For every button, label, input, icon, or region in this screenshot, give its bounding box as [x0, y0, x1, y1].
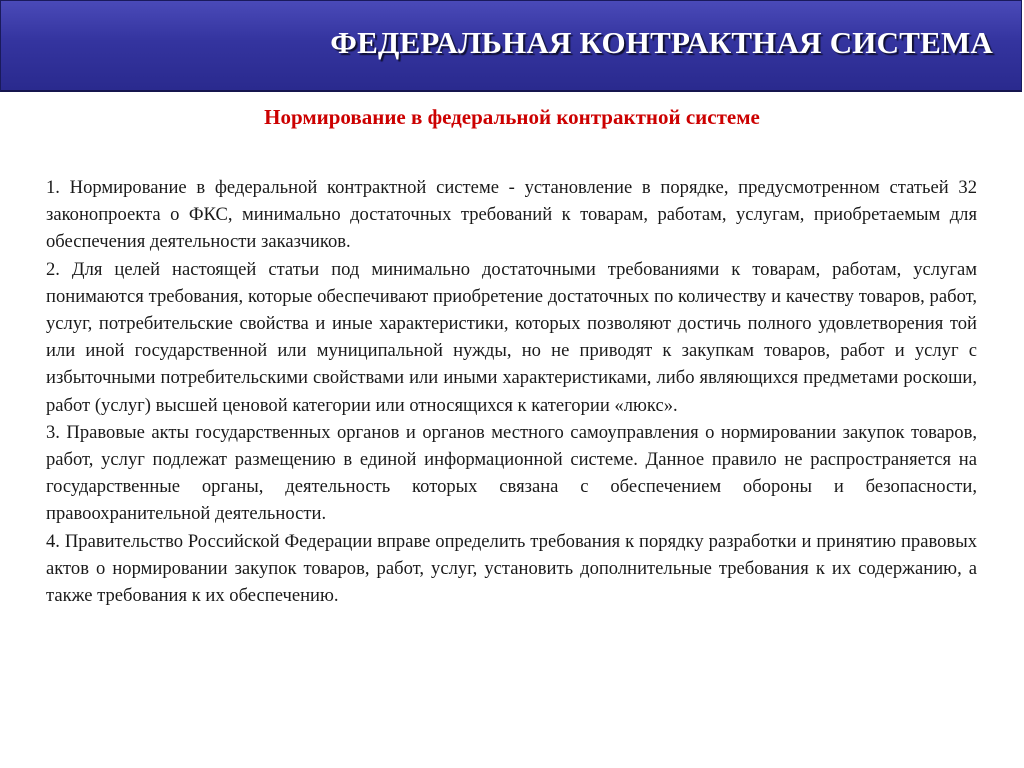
header-banner [0, 0, 1022, 92]
slide-subtitle: Нормирование в федеральной контрактной системе [264, 105, 760, 129]
paragraph-4: 4. Правительство Российской Федерации вправе определить требования к порядку разработки и принятию правовых актов о нормировании закупок товаров, работ, услуг, установить дополнительные требования к их содержанию, а также требования к их обеспечению. [46, 530, 977, 607]
paragraph-3: 3. Правовые акты государственных органов и органов местного самоуправления о нормировании закупок товаров, работ, услуг подлежат размещению в единой информационной системе. Данное правило не распространяется на государственные органы, деятельность которых связана с обеспечением обороны и безопасности, правоохранительной деятельности. [46, 421, 977, 525]
banner-title: ФЕДЕРАЛЬНАЯ КОНТРАКТНАЯ СИСТЕМА [330, 25, 993, 60]
body-text [46, 174, 977, 609]
paragraph-2: 2. Для целей настоящей статьи под минимально достаточными требованиями к товарам, работам, услугам понимаются требования, которые обеспечивают приобретение достаточных по количеству и качеству товаров, работ, услуг, потребительские свойства и иные характеристики, которых позволяют достичь полного удовлетворения той или иной государственной или муниципальной нужды, но не приводят к закупкам товаров, работ и услуг с избыточными потребительскими свойствами или иными характеристиками, либо являющихся предметами роскоши, работ (услуг) высшей ценовой категории или относящихся к категории «люкс». [46, 258, 977, 416]
paragraph-1: 1. Нормирование в федеральной контрактной системе - установление в порядке, предусмотренном статьей 32 законопроекта о ФКС, минимально достаточных требований к товарам, работам, услугам, приобретаемым для обеспечения деятельности заказчиков. [46, 177, 977, 253]
